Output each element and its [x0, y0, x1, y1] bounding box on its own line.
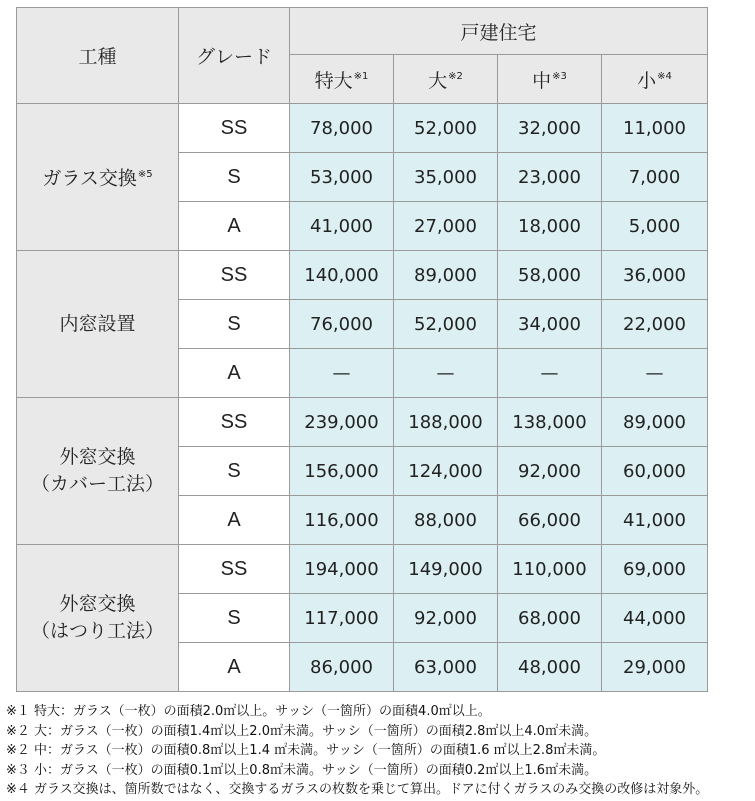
- amount-cell: 188,000: [394, 398, 498, 447]
- footnote-line: ※４ ガラス交換は、箇所数ではなく、交換するガラスの枚数を乗じて算出。ドアに付くガラスのみ交換の改修は対象外。: [6, 782, 709, 797]
- amount-cell: 68,000: [498, 594, 602, 643]
- footnote-line: ※２ 大：ガラス（一枚）の面積1.4㎡以上2.0㎡未満。サッシ（一箇所）の面積2.8㎡以上4.0㎡未満。: [6, 723, 598, 739]
- amount-cell: 110,000: [498, 545, 602, 594]
- size-note-mark: ※4: [657, 71, 672, 83]
- amount-cell: 34,000: [498, 300, 602, 349]
- amount-cell: 5,000: [602, 202, 708, 251]
- grade-header: グレード: [179, 8, 290, 104]
- size-label: 特大: [314, 69, 353, 92]
- amount-cell: 53,000: [290, 153, 394, 202]
- amount-cell: 92,000: [394, 594, 498, 643]
- amount-cell: 41,000: [602, 496, 708, 545]
- grade-cell: SS: [179, 104, 290, 153]
- size-note-mark: ※2: [448, 71, 463, 83]
- amount-cell: 78,000: [290, 104, 394, 153]
- amount-cell: 89,000: [602, 398, 708, 447]
- size-label: 小: [637, 69, 657, 92]
- amount-cell: —: [394, 349, 498, 398]
- work-type-label: 外窓交換: [59, 593, 136, 615]
- amount-cell: 88,000: [394, 496, 498, 545]
- subsidy-table: [16, 7, 708, 692]
- work-type-label: 内窓設置: [59, 312, 136, 335]
- size-label: 大: [428, 69, 448, 92]
- grade-cell: SS: [179, 398, 290, 447]
- amount-cell: 32,000: [498, 104, 602, 153]
- grade-cell: S: [179, 153, 290, 202]
- size-header-xl: [290, 55, 394, 104]
- footnote-line: ※３ 小：ガラス（一枚）の面積0.1㎡以上0.8㎡未満。サッシ（一箇所）の面積0.2㎡以上1.6㎡未満。: [6, 762, 598, 778]
- amount-cell: —: [498, 349, 602, 398]
- amount-cell: 23,000: [498, 153, 602, 202]
- amount-cell: 138,000: [498, 398, 602, 447]
- amount-cell: 35,000: [394, 153, 498, 202]
- amount-cell: 66,000: [498, 496, 602, 545]
- header-row-1: [17, 8, 708, 55]
- table-row: [17, 104, 708, 153]
- amount-cell: 86,000: [290, 643, 394, 692]
- work-type-label: 外窓交換: [59, 446, 136, 468]
- amount-cell: —: [602, 349, 708, 398]
- amount-cell: 69,000: [602, 545, 708, 594]
- amount-cell: 44,000: [602, 594, 708, 643]
- footnotes: [6, 702, 708, 800]
- amount-cell: —: [290, 349, 394, 398]
- size-header-l: [394, 55, 498, 104]
- size-header-s: [602, 55, 708, 104]
- size-header-m: [498, 55, 602, 104]
- house-type-header: 戸建住宅: [290, 8, 708, 55]
- amount-cell: 58,000: [498, 251, 602, 300]
- amount-cell: 124,000: [394, 447, 498, 496]
- work-type-cell: [17, 104, 179, 251]
- amount-cell: 27,000: [394, 202, 498, 251]
- amount-cell: 149,000: [394, 545, 498, 594]
- footnote-line: ※２ 中：ガラス（一枚）の面積0.8㎡以上1.4 ㎡未満。サッシ（一箇所）の面積1.6 ㎡以上2.8㎡未満。: [6, 743, 606, 758]
- amount-cell: 41,000: [290, 202, 394, 251]
- size-note-mark: ※1: [353, 71, 369, 83]
- work-type-note-mark: ※5: [137, 169, 153, 181]
- footnote-line: ※１ 特大：ガラス（一枚）の面積2.0㎡以上。サッシ（一箇所）の面積4.0㎡以上。: [6, 704, 491, 719]
- amount-cell: 7,000: [602, 153, 708, 202]
- work-type-method: （カバー工法）: [30, 473, 164, 495]
- size-note-mark: ※3: [552, 71, 567, 83]
- amount-cell: 52,000: [394, 104, 498, 153]
- grade-cell: S: [179, 594, 290, 643]
- grade-cell: SS: [179, 251, 290, 300]
- amount-cell: 11,000: [602, 104, 708, 153]
- amount-cell: 22,000: [602, 300, 708, 349]
- amount-cell: 60,000: [602, 447, 708, 496]
- work-type-cell: [17, 545, 179, 692]
- amount-cell: 140,000: [290, 251, 394, 300]
- grade-cell: A: [179, 202, 290, 251]
- amount-cell: 117,000: [290, 594, 394, 643]
- table-row: [17, 545, 708, 594]
- work-type-cell: [17, 251, 179, 398]
- grade-cell: SS: [179, 545, 290, 594]
- work-type-label: ガラス交換: [42, 167, 137, 190]
- work-type-cell: [17, 398, 179, 545]
- grade-cell: S: [179, 447, 290, 496]
- amount-cell: 36,000: [602, 251, 708, 300]
- amount-cell: 48,000: [498, 643, 602, 692]
- work-type-header: 工種: [17, 8, 179, 104]
- amount-cell: 89,000: [394, 251, 498, 300]
- size-label: 中: [532, 69, 552, 92]
- amount-cell: 116,000: [290, 496, 394, 545]
- grade-cell: A: [179, 349, 290, 398]
- amount-cell: 52,000: [394, 300, 498, 349]
- amount-cell: 63,000: [394, 643, 498, 692]
- amount-cell: 92,000: [498, 447, 602, 496]
- grade-cell: A: [179, 643, 290, 692]
- table-row: [17, 398, 708, 447]
- amount-cell: 18,000: [498, 202, 602, 251]
- grade-cell: A: [179, 496, 290, 545]
- table-body: [17, 104, 708, 692]
- amount-cell: 76,000: [290, 300, 394, 349]
- amount-cell: 156,000: [290, 447, 394, 496]
- grade-cell: S: [179, 300, 290, 349]
- work-type-method: （はつり工法）: [30, 620, 164, 642]
- amount-cell: 29,000: [602, 643, 708, 692]
- amount-cell: 239,000: [290, 398, 394, 447]
- table-row: [17, 251, 708, 300]
- amount-cell: 194,000: [290, 545, 394, 594]
